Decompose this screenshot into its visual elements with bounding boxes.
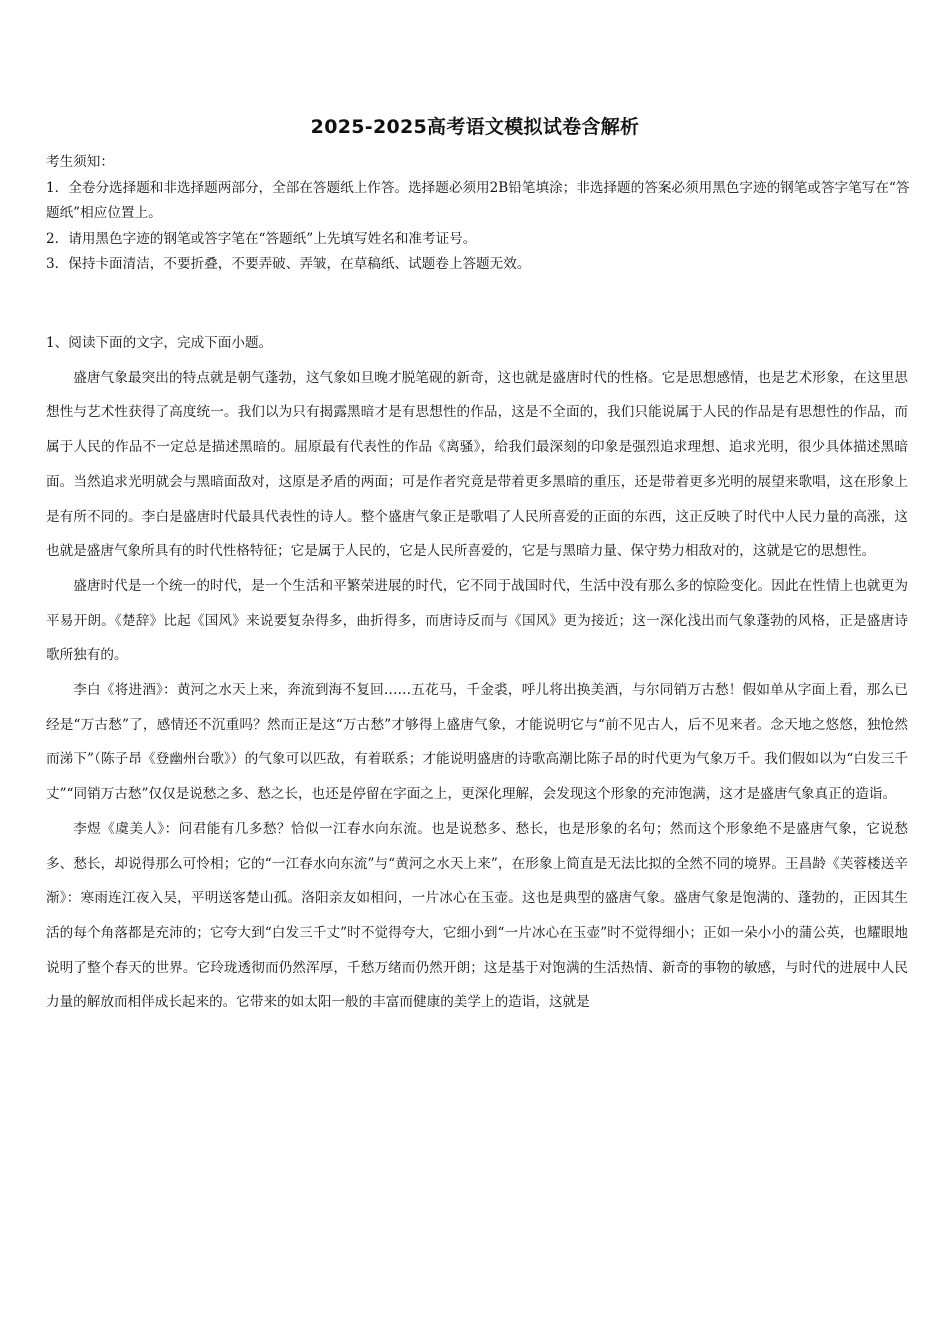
reading-passage [46,326,908,1020]
notice-item: 3．保持卡面清洁，不要折叠，不要弄破、弄皱，在草稿纸、试题卷上答题无效。 [46,256,531,272]
passage-paragraph: 李白《将进酒》：黄河之水天上来，奔流到海不复回……五花马，千金裘，呼儿将出换美酒，与尔同销万古愁！假如单从字面上看，那么已经是“万古愁”了，感情还不沉重吗？然而正是这“万古愁”才够得上盛唐气象，才能说明它与“前不见古人，后不见来者。念天地之悠悠，独怆然而涕下”（陈子昂《登幽州台歌》）的气象可以匹敌，有着联系；才能说明盛唐的诗歌高潮比陈子昂的时代更为气象万千。我们假如以为“白发三千丈”“同销万古愁”仅仅是说愁之多、愁之长，也还是停留在字面之上，更深化理解，会发现这个形象的充沛饱满，这才是盛唐气象真正的造诣。 [46,682,908,803]
passage-paragraph: 盛唐时代是一个统一的时代，是一个生活和平繁荣进展的时代，它不同于战国时代，生活中没有那么多的惊险变化。因此在性情上也就更为平易开朗。《楚辞》比起《国风》来说要复杂得多，曲折得多，而唐诗反而与《国风》更为接近；这一深化浅出而气象蓬勃的风格，正是盛唐诗歌所独有的。 [46,577,908,664]
passage-paragraph: 盛唐气象最突出的特点就是朝气蓬勃，这气象如旦晚才脱笔砚的新奇，这也就是盛唐时代的性格。它是思想感情，也是艺术形象，在这里思想性与艺术性获得了高度统一。我们以为只有揭露黑暗才是有思想性的作品，这是不全面的，我们只能说属于人民的作品是有思想性的作品，而属于人民的作品不一定总是描述黑暗的。屈原最有代表性的作品《离骚》，给我们最深刻的印象是强烈追求理想、追求光明，很少具体描述黑暗面。当然追求光明就会与黑暗面敌对，这原是矛盾的两面；可是作者究竟是带着更多黑暗的重压，还是带着更多光明的展望来歌唱，这在形象上是有所不同的。李白是盛唐时代最具代表性的诗人。整个盛唐气象正是歌唱了人民所喜爱的正面的东西，这正反映了时代中人民力量的高涨，这也就是盛唐气象所具有的时代性格特征；它是属于人民的，它是人民所喜爱的，它是与黑暗力量、保守势力相敌对的，这就是它的思想性。 [46,369,908,560]
question-heading: 1、阅读下面的文字，完成下面小题。 [46,335,273,351]
candidate-notice [46,150,916,278]
page-title: 2025-2025高考语文模拟试卷含解析 [310,116,640,138]
notice-item: 2．请用黑色字迹的钢笔或答字笔在“答题纸”上先填写姓名和准考证号。 [46,230,477,247]
notice-heading: 考生须知： [46,154,114,170]
notice-item: 1．全卷分选择题和非选择题两部分，全部在答题纸上作答。选择题必须用2B铅笔填涂；非选择题的答案必须用黑色字迹的钢笔或答字笔写在“答题纸”相应位置上。 [46,179,910,221]
passage-paragraph: 李煜《虞美人》：问君能有几多愁？恰似一江春水向东流。也是说愁多、愁长，也是形象的名句；然而这个形象绝不是盛唐气象，它说愁多、愁长，却说得那么可怜相；它的“一江春水向东流”与“黄河之水天上来”，在形象上简直是无法比拟的全然不同的境界。王昌龄《芙蓉楼送辛渐》：寒雨连江夜入吴，平明送客楚山孤。洛阳亲友如相问，一片冰心在玉壶。这也是典型的盛唐气象。盛唐气象是饱满的、蓬勃的，正因其生活的每个角落都是充沛的；它夸大到“白发三千丈”时不觉得夸大，它细小到“一片冰心在玉壶”时不觉得细小；正如一朵小小的蒲公英，也耀眼地说明了整个春天的世界。它玲珑透彻而仍然浑厚，千愁万绪而仍然开朗；这是基于对饱满的生活热情、新奇的事物的敏感，与时代的进展中人民力量的解放而相伴成长起来的。它带来的如太阳一般的丰富而健康的美学上的造诣，这就是 [46,820,908,1011]
